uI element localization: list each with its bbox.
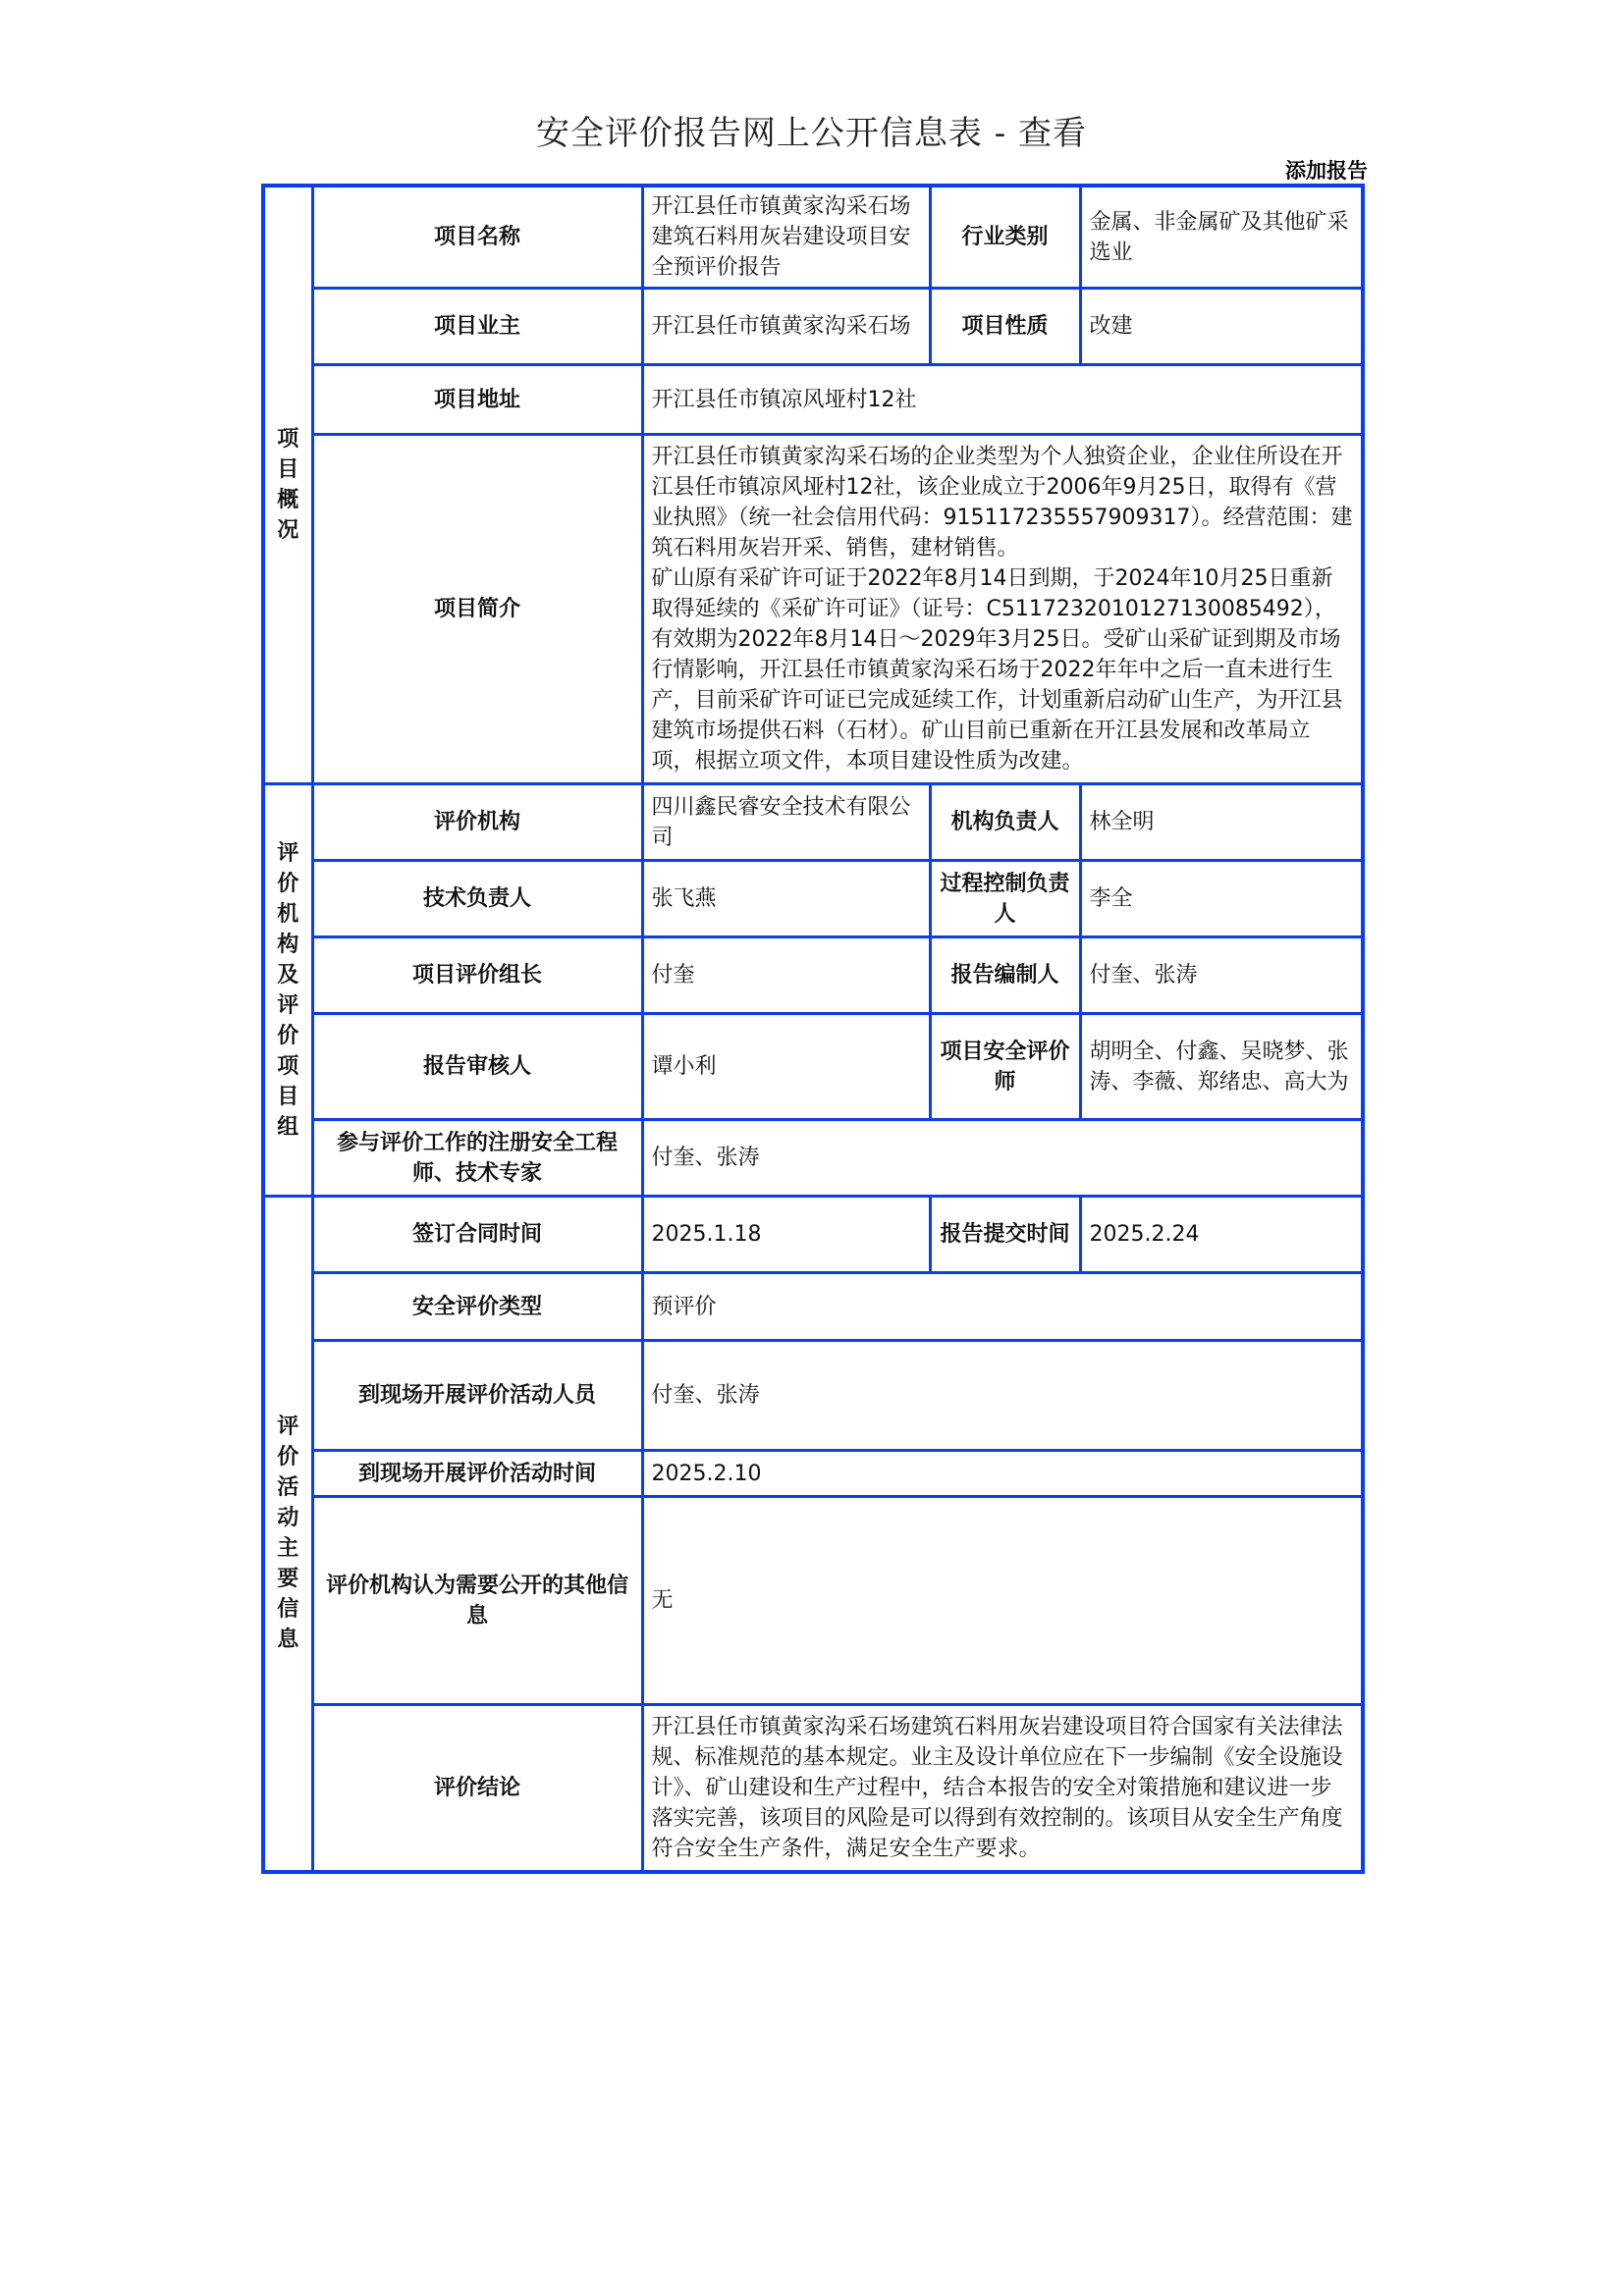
site-staff-value: 付奎、张涛 [642, 1341, 1363, 1451]
tech-head-label: 技术负责人 [312, 861, 642, 937]
table-row [263, 365, 1363, 435]
other-info-label: 评价机构认为需要公开的其他信息 [312, 1497, 642, 1705]
intro-paragraph-1: 开江县任市镇黄家沟采石场的企业类型为个人独资企业，企业住所设在开江县任市镇凉风垭村12社，该企业成立于2006年9月25日，取得有《营业执照》（统一社会信用代码：915117235557909317）。经营范围：建筑石料用灰岩开采、销售，建材销售。 [651, 445, 1353, 561]
engineers-value: 付奎、张涛 [642, 1120, 1363, 1197]
table-row [263, 784, 1363, 861]
team-leader-label: 项目评价组长 [312, 937, 642, 1014]
section-label-overview: 项目概况 [263, 186, 312, 784]
agency-label: 评价机构 [312, 784, 642, 861]
table-row [263, 1273, 1363, 1341]
table-row [263, 1197, 1363, 1273]
reviewer-value: 谭小利 [642, 1014, 930, 1120]
table-row [263, 435, 1363, 784]
table-row [263, 289, 1363, 365]
eval-type-label: 安全评价类型 [312, 1273, 642, 1341]
table-row [263, 1451, 1363, 1497]
agency-head-label: 机构负责人 [930, 784, 1080, 861]
eval-type-value: 预评价 [642, 1273, 1363, 1341]
nature-label: 项目性质 [930, 289, 1080, 365]
reviewer-label: 报告审核人 [312, 1014, 642, 1120]
compiler-value: 付奎、张涛 [1080, 937, 1363, 1014]
site-staff-label: 到现场开展评价活动人员 [312, 1341, 642, 1451]
section-label-org: 评价机构及评价项目组 [263, 784, 312, 1197]
other-info-value: 无 [642, 1497, 1363, 1705]
table-row [263, 1497, 1363, 1705]
table-row [263, 186, 1363, 289]
intro-paragraph-2: 矿山原有采矿许可证于2022年8月14日到期，于2024年10月25日重新取得延续的《采矿许可证》（证号：C5117232010127130085492），有效期为2022年8月14日～2029年3月25日。受矿山采矿证到期及市场行情影响，开江县任市镇黄家沟采石场于2022年年中之后一直未进行生产，目前采矿许可证已完成延续工作，计划重新启动矿山生产，为开江县建筑市场提供石料（石材）。矿山目前已重新在开江县发展和改革局立项，根据立项文件，本项目建设性质为改建。 [651, 566, 1343, 774]
tech-head-value: 张飞燕 [642, 861, 930, 937]
table-row [263, 861, 1363, 937]
team-leader-value: 付奎 [642, 937, 930, 1014]
conclusion-value: 开江县任市镇黄家沟采石场建筑石料用灰岩建设项目符合国家有关法律法规、标准规范的基本规定。业主及设计单位应在下一步编制《安全设施设计》、矿山建设和生产过程中，结合本报告的安全对策措施和建议进一步落实完善，该项目的风险是可以得到有效控制的。该项目从安全生产角度符合安全生产条件，满足安全生产要求。 [642, 1705, 1363, 1872]
site-date-value: 2025.2.10 [642, 1451, 1363, 1497]
industry-label: 行业类别 [930, 186, 1080, 289]
assessors-label: 项目安全评价师 [930, 1014, 1080, 1120]
industry-value: 金属、非金属矿及其他矿采选业 [1080, 186, 1363, 289]
owner-label: 项目业主 [312, 289, 642, 365]
process-head-value: 李全 [1080, 861, 1363, 937]
info-table [261, 184, 1365, 1874]
contract-date-label: 签订合同时间 [312, 1197, 642, 1273]
owner-value: 开江县任市镇黄家沟采石场 [642, 289, 930, 365]
intro-value [642, 435, 1363, 784]
nature-value: 改建 [1080, 289, 1363, 365]
address-value: 开江县任市镇凉风垭村12社 [642, 365, 1363, 435]
submit-date-label: 报告提交时间 [930, 1197, 1080, 1273]
compiler-label: 报告编制人 [930, 937, 1080, 1014]
agency-head-value: 林全明 [1080, 784, 1363, 861]
assessors-value: 胡明全、付鑫、吴晓梦、张涛、李薇、郑绪忠、高大为 [1080, 1014, 1363, 1120]
add-report-link[interactable]: 添加报告 [1285, 159, 1368, 183]
project-name-label: 项目名称 [312, 186, 642, 289]
address-label: 项目地址 [312, 365, 642, 435]
table-row [263, 1705, 1363, 1872]
agency-value: 四川鑫民睿安全技术有限公司 [642, 784, 930, 861]
table-row [263, 1341, 1363, 1451]
site-date-label: 到现场开展评价活动时间 [312, 1451, 642, 1497]
page-title: 安全评价报告网上公开信息表 - 查看 [535, 114, 1088, 153]
engineers-label: 参与评价工作的注册安全工程师、技术专家 [312, 1120, 642, 1197]
table-row [263, 1014, 1363, 1120]
table-row [263, 937, 1363, 1014]
project-name-value: 开江县任市镇黄家沟采石场建筑石料用灰岩建设项目安全预评价报告 [642, 186, 930, 289]
contract-date-value: 2025.1.18 [642, 1197, 930, 1273]
intro-label: 项目简介 [312, 435, 642, 784]
table-row [263, 1120, 1363, 1197]
process-head-label: 过程控制负责人 [930, 861, 1080, 937]
submit-date-value: 2025.2.24 [1080, 1197, 1363, 1273]
section-label-activity: 评价活动主要信息 [263, 1197, 312, 1872]
conclusion-label: 评价结论 [312, 1705, 642, 1872]
